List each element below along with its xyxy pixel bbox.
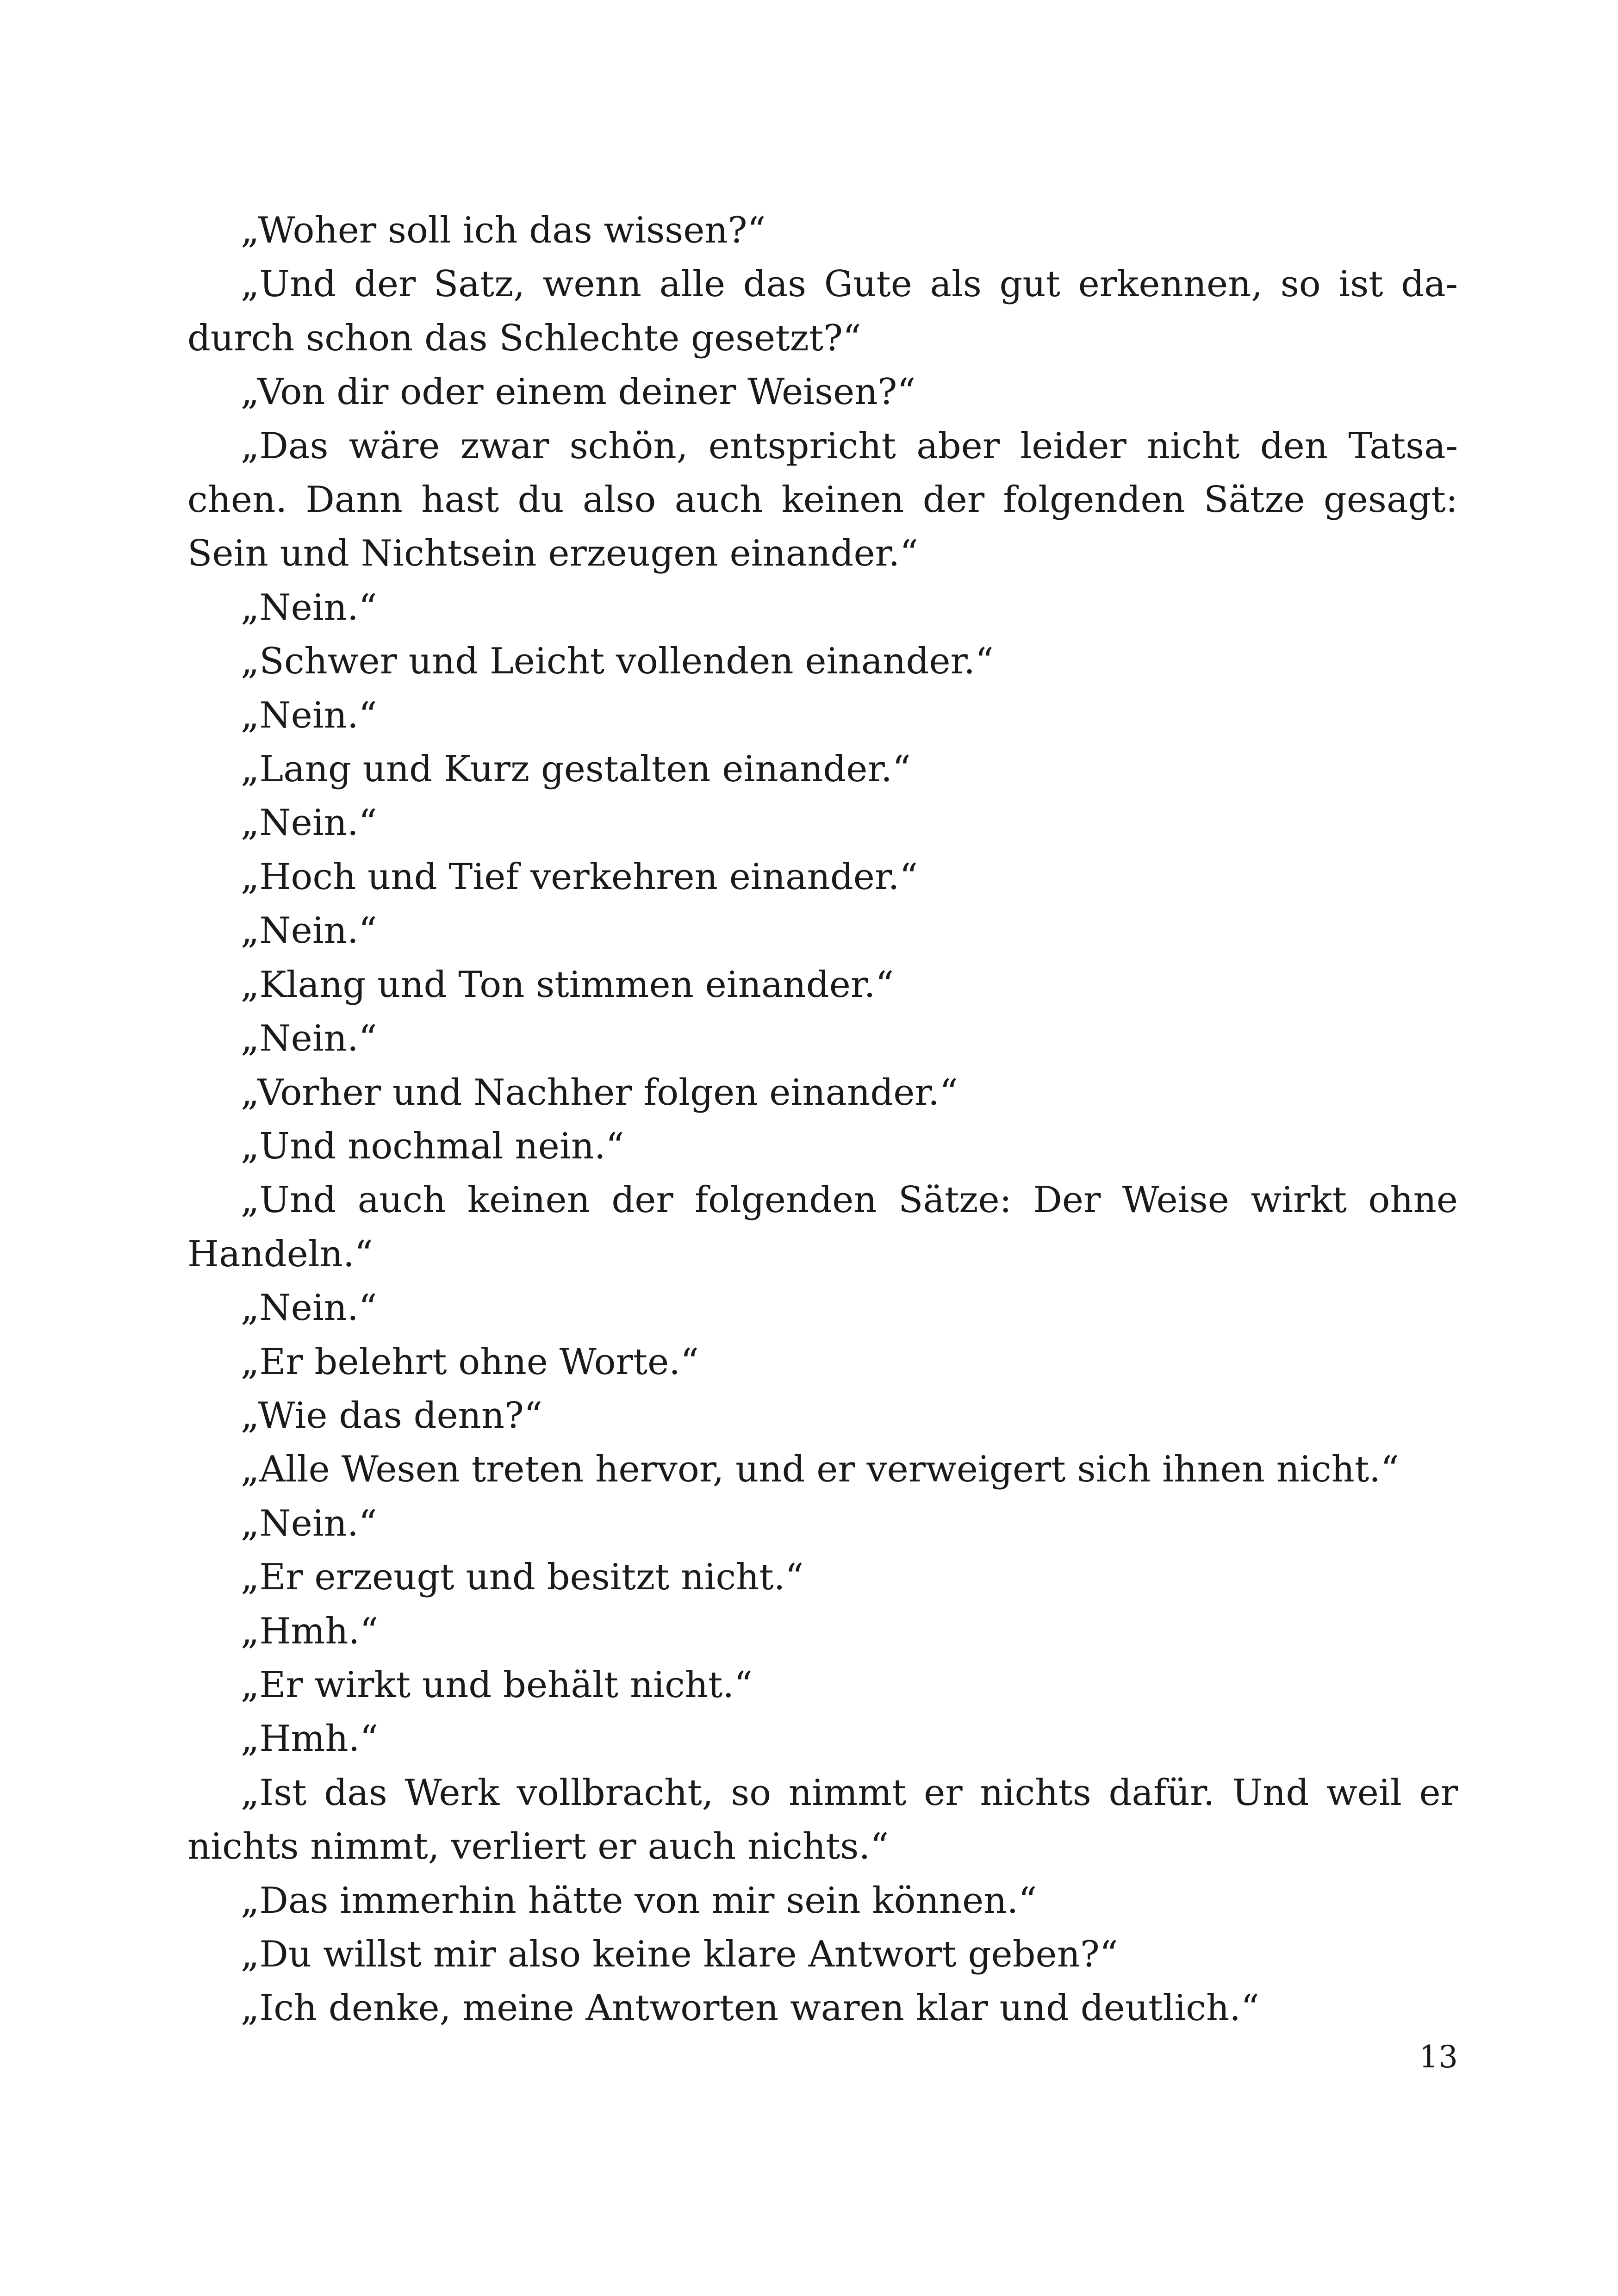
paragraph: „Schwer und Leicht vollenden einander.“ <box>241 641 994 683</box>
paragraph: „Und der Satz, wenn alle das Gute als gut erkennen, so ist dadurch schon das Schlechte gesetzt?“ <box>187 263 1458 359</box>
paragraph: „Und nochmal nein.“ <box>241 1125 624 1167</box>
paragraph: „Von dir oder einem deiner Weisen?“ <box>241 371 916 413</box>
paragraph: „Ist das Werk vollbracht, so nimmt er nichts dafür. Und weil er nichts nimmt, verliert er auch nichts.“ <box>187 1772 1458 1868</box>
paragraph: „Nein.“ <box>241 910 377 952</box>
paragraph: „Klang und Ton stimmen einander.“ <box>241 964 894 1006</box>
paragraph: „Das immerhin hätte von mir sein können.“ <box>241 1879 1037 1922</box>
paragraph: „Nein.“ <box>241 694 377 736</box>
paragraph: „Das wäre zwar schön, entspricht aber leider nicht den Tatsachen. Dann hast du also auch keinen der folgenden Sätze gesagt: Sein und Nichtsein erzeugen einander.“ <box>187 425 1458 575</box>
paragraph: „Und auch keinen der folgenden Sätze: Der Weise wirkt ohne Handeln.“ <box>187 1179 1458 1275</box>
paragraph: „Er wirkt und behält nicht.“ <box>241 1664 753 1706</box>
paragraph: „Nein.“ <box>241 1502 377 1544</box>
paragraph: „Alle Wesen treten hervor, und er verweigert sich ihnen nicht.“ <box>241 1449 1399 1491</box>
paragraph: „Hmh.“ <box>241 1610 379 1652</box>
paragraph: „Lang und Kurz gestalten einander.“ <box>241 748 911 790</box>
paragraph: „Nein.“ <box>241 802 377 844</box>
paragraph: „Wie das denn?“ <box>241 1394 542 1437</box>
paragraph: „Er erzeugt und besitzt nicht.“ <box>241 1556 804 1599</box>
paragraph: „Ich denke, meine Antworten waren klar und deutlich.“ <box>241 1987 1259 2029</box>
paragraph: „Du willst mir also keine klare Antwort geben?“ <box>241 1934 1118 1975</box>
paragraph: „Vorher und Nachher folgen einander.“ <box>241 1071 958 1114</box>
paragraph: „Woher soll ich das wissen?“ <box>241 210 766 251</box>
paragraph: „Hoch und Tief verkehren einander.“ <box>241 856 918 898</box>
body-text <box>187 204 1458 2035</box>
paragraph: „Er belehrt ohne Worte.“ <box>241 1341 699 1383</box>
paragraph: „Nein.“ <box>241 1287 377 1329</box>
paragraph: „Nein.“ <box>241 586 377 628</box>
paragraph: „Hmh.“ <box>241 1718 379 1760</box>
paragraph: „Nein.“ <box>241 1018 377 1060</box>
page-number: 13 <box>1419 2039 1458 2075</box>
